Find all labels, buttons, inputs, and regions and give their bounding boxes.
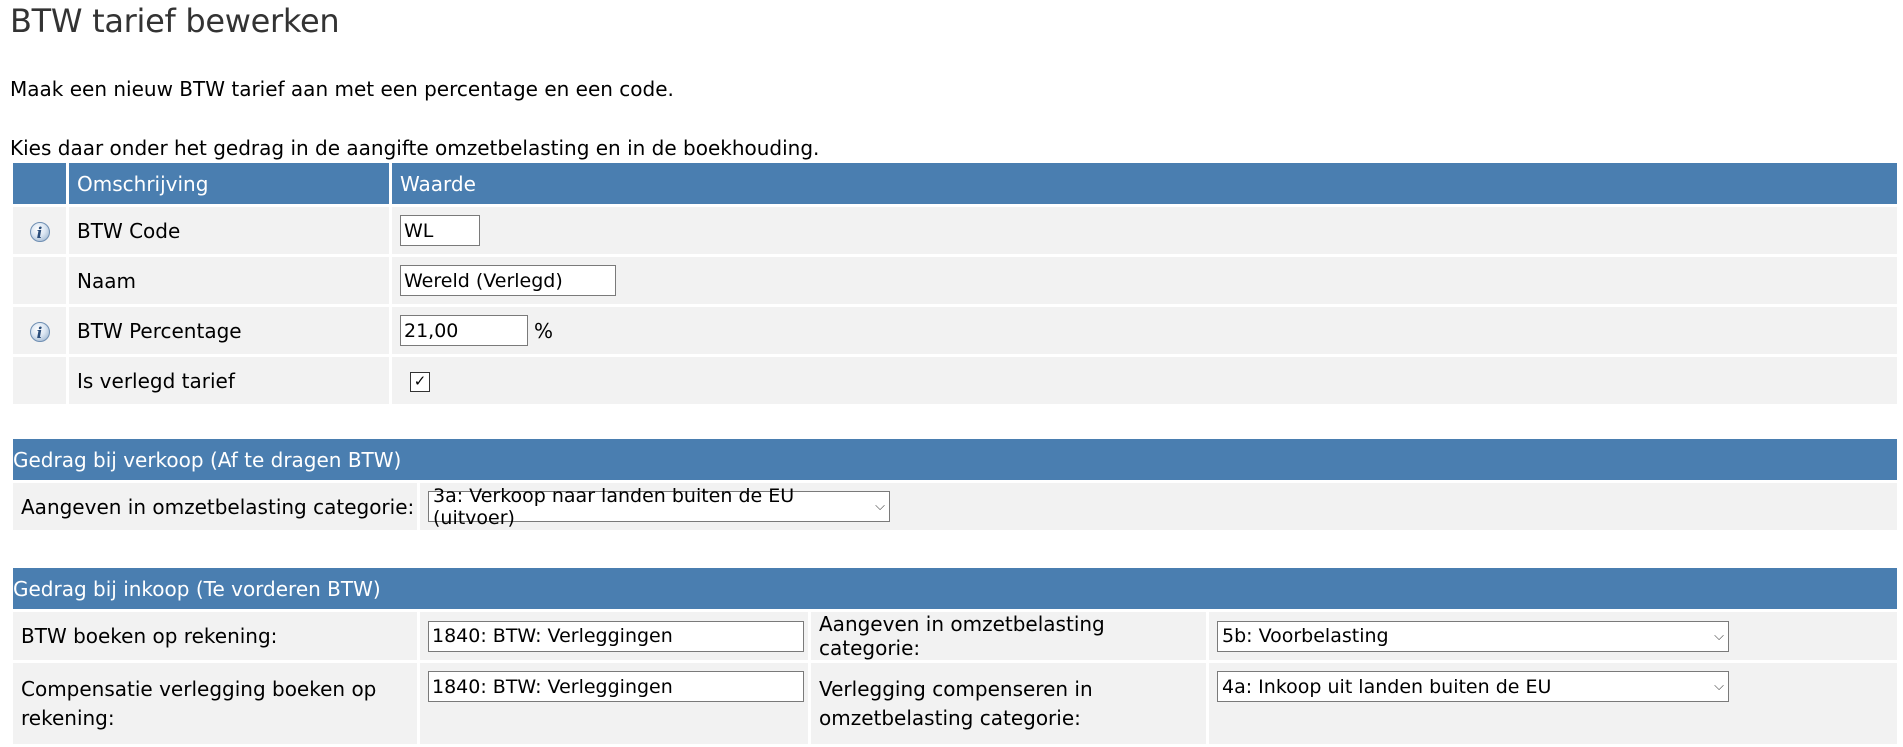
compensation-category-value: 4a: Inkoop uit landen buiten de EU [1222,675,1552,698]
table-row [13,207,1897,254]
page-title: BTW tarief bewerken [10,2,340,40]
table-row [13,612,1897,660]
label-compensation-category: Verlegging compenseren in omzetbelasting categorie: [811,663,1206,744]
purchase-section-header: Gedrag bij inkoop (Te vorderen BTW) [13,568,1897,609]
checkmark-icon: ✓ [413,372,427,390]
chevron-down-icon: ⌵ [1714,628,1724,644]
sales-category-value: 3a: Verkoop naar landen buiten de EU (uitvoer) [433,484,795,529]
vat-rate-table [10,160,1900,407]
label-compensation-account: Compensatie verlegging boeken op rekening: [13,663,417,744]
label-vat-account: BTW boeken op rekening: [13,612,417,660]
table-row [13,307,1897,354]
compensation-category-select[interactable] [1217,671,1729,702]
table-row [13,357,1897,404]
compensation-account-input[interactable] [428,671,804,702]
label-name: Naam [69,257,389,304]
vat-code-input[interactable] [400,215,480,246]
sales-category-select[interactable] [428,484,890,529]
chevron-down-icon: ⌵ [1714,679,1724,694]
table-row [13,257,1897,304]
intro-text: Maak een nieuw BTW tarief aan met een percentage en een code. [10,77,674,101]
reverse-charge-checkbox[interactable] [410,372,430,392]
vat-account-input[interactable] [428,621,804,652]
info-icon[interactable]: i [30,322,50,342]
info-icon[interactable]: i [30,222,50,242]
name-input[interactable] [400,265,616,296]
label-reverse-charge: Is verlegd tarief [69,357,389,404]
purchase-category-select[interactable] [1217,621,1729,652]
sales-section-header: Gedrag bij verkoop (Af te dragen BTW) [13,439,1897,480]
vat-percentage-input[interactable] [400,315,528,346]
chevron-down-icon: ⌵ [875,499,885,514]
intro-text-2: Kies daar onder het gedrag in de aangifte omzetbelasting en in de boekhouding. [10,136,820,160]
percent-sign: % [534,318,554,343]
label-vat-percentage: BTW Percentage [69,307,389,354]
table-row [13,483,1897,530]
label-purchase-category: Aangeven in omzetbelasting categorie: [811,612,1206,660]
label-vat-code: BTW Code [69,207,389,254]
header-description: Omschrijving [69,163,389,204]
purchase-behavior-table [10,565,1900,747]
purchase-category-value: 5b: Voorbelasting [1222,625,1389,647]
header-value: Waarde [392,163,1897,204]
header-icon-column [13,163,66,204]
sales-behavior-table [10,436,1900,533]
table-row [13,663,1897,744]
label-sales-category: Aangeven in omzetbelasting categorie: [13,483,417,530]
